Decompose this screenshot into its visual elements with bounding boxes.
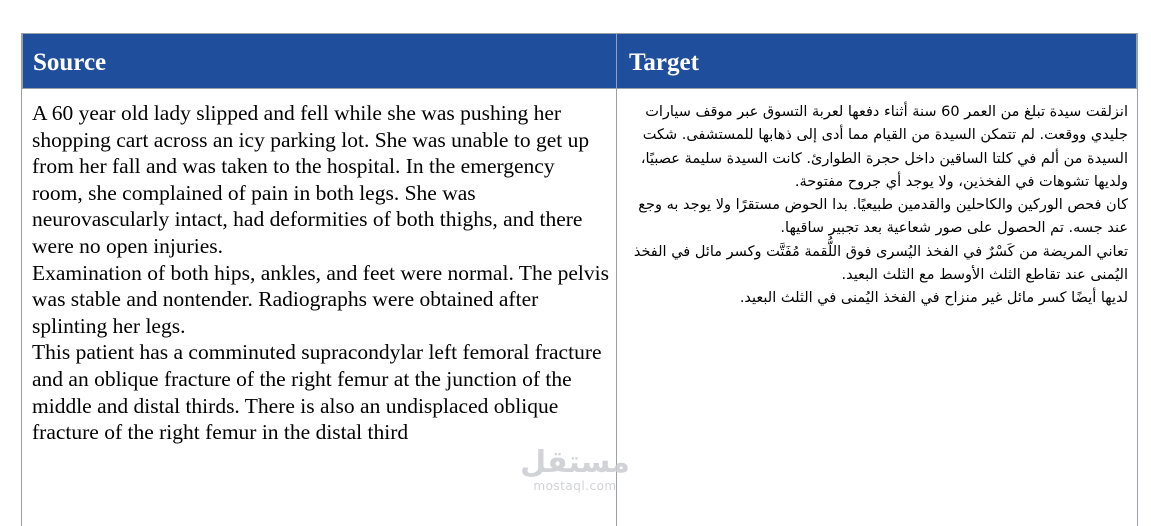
watermark-logo: مستقل	[520, 445, 630, 480]
watermark-url: mostaql.com	[533, 479, 617, 493]
target-cell	[628, 101, 1128, 311]
table-header	[22, 33, 1137, 89]
target-paragraph: لديها أيضًا كسر مائل غير منزاح في الفخذ اليُمنى في الثلث البعيد.	[739, 290, 1128, 307]
source-paragraph: A 60 year old lady slipped and fell while she was pushing her shopping cart across an icy parking lot. She was unable to get up from her fall and was taken to the hospital. In the emergency room, she complained of pain in both legs. She was neurovascularly intact, had deformities of both thighs, and there were no open injuries.	[32, 101, 590, 258]
source-paragraph: This patient has a comminuted supracondylar left femoral fracture and an oblique fracture of the right femur at the junction of the middle and distal thirds. There is also an undisplaced oblique fracture of the right femur in the distal third	[32, 340, 602, 445]
target-paragraph: تعاني المريضة من كَسْرٌ في الفخذ اليُسرى فوق اللُّقمة مُفَتَّت وكسر مائل في الفخذ اليُمنى عند تقاطع الثلث الأوسط مع الثلث البعيد.	[633, 243, 1128, 284]
mostaql-watermark	[505, 447, 645, 493]
source-cell	[32, 100, 610, 446]
target-column-header: Target	[629, 49, 699, 76]
target-paragraph: انزلقت سيدة تبلغ من العمر 60 سنة أثناء دفعها لعربة التسوق عبر موقف سيارات جليدي ووقعت. لم تتمكن السيدة من القيام مما أدى إلى ذهابها للمستشفى. شكت السيدة من ألم في كلتا الساقين داخل حجرة الطوارئ. كانت السيدة سليمة عصبيًا، ولديها تشوهات في الفخذين، ولا يوجد أي جروح مفتوحة.	[640, 104, 1128, 190]
target-paragraph: كان فحص الوركين والكاحلين والقدمين طبيعيًا. بدا الحوض مستقرًا ولا يوجد به وجع عند جسه. تم الحصول على صور شعاعية بعد تجبير ساقيها.	[638, 197, 1128, 237]
source-paragraph: Examination of both hips, ankles, and feet were normal. The pelvis was stable and nontender. Radiographs were obtained after splinting her legs.	[32, 260, 609, 338]
source-column-header: Source	[33, 49, 107, 76]
